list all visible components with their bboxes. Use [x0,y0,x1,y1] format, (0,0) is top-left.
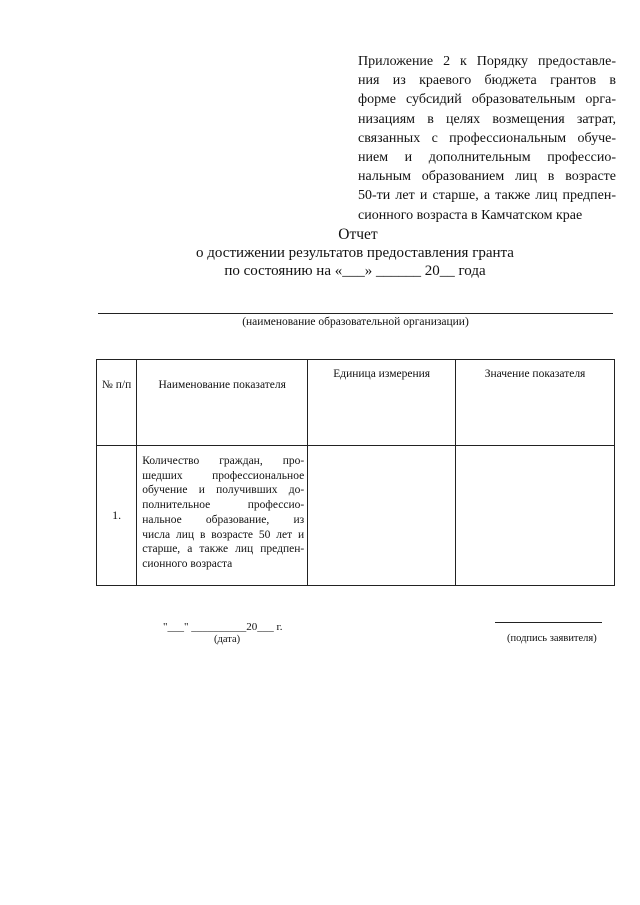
appendix-line: сионного возраста в Камчатском крае [358,207,583,223]
appendix-line: ния из краевого бюджета грантов в [358,73,616,89]
indicators-table [96,359,615,586]
signature-field[interactable] [495,622,602,623]
date-caption: (дата) [214,634,241,645]
row-text-line: числа лиц в возрасте 50 лет и [142,528,305,541]
organization-name-field[interactable] [98,313,613,314]
row-text-line: старше, а также лиц предпен- [142,543,305,556]
organization-caption: (наименование образовательной организации) [242,316,469,328]
table-header-row [97,360,615,446]
appendix-line: нальным образованием лиц в возрасте [358,169,616,185]
appendix-note [358,52,616,225]
appendix-line: нием и дополнительным профессио- [358,150,616,166]
row-text-line: полнительное профессио- [142,499,305,512]
row-text-line: Количество граждан, про- [142,455,305,467]
report-title: Отчет [338,226,378,243]
row-text-line: шедших профессиональное [142,469,305,482]
header-value: Значение показателя [456,360,615,446]
appendix-line: 50-ти лет и старше, а также лиц предпен- [358,188,616,204]
appendix-line: форме субсидий образовательным орга- [358,92,616,108]
table-row [97,446,615,586]
row-number: 1. [97,446,137,586]
row-text-line: обучение и получивших до- [142,484,305,497]
date-field[interactable]: "___" __________20___ г. [163,621,283,633]
row-text-line: нальное образование, из [142,513,305,526]
header-unit: Единица измерения [308,360,456,446]
signature-caption: (подпись заявителя) [507,633,597,644]
row-unit-cell[interactable] [308,446,456,586]
appendix-line: низациям в целях возмещения затрат, [358,111,616,127]
header-number: № п/п [97,360,137,446]
row-text-line: сионного возраста [142,557,233,570]
header-indicator-name: Наименование показателя [137,360,308,446]
appendix-line: Приложение 2 к Порядку предоставле- [358,54,616,69]
report-subtitle: о достижении результатов предоставления гранта [196,245,514,261]
report-heading [0,226,640,280]
row-indicator-name [137,446,308,586]
report-date-line: по состоянию на «___» ______ 20__ года [224,263,486,279]
appendix-line: связанных с профессиональным обуче- [358,130,616,146]
row-value-cell[interactable] [456,446,615,586]
